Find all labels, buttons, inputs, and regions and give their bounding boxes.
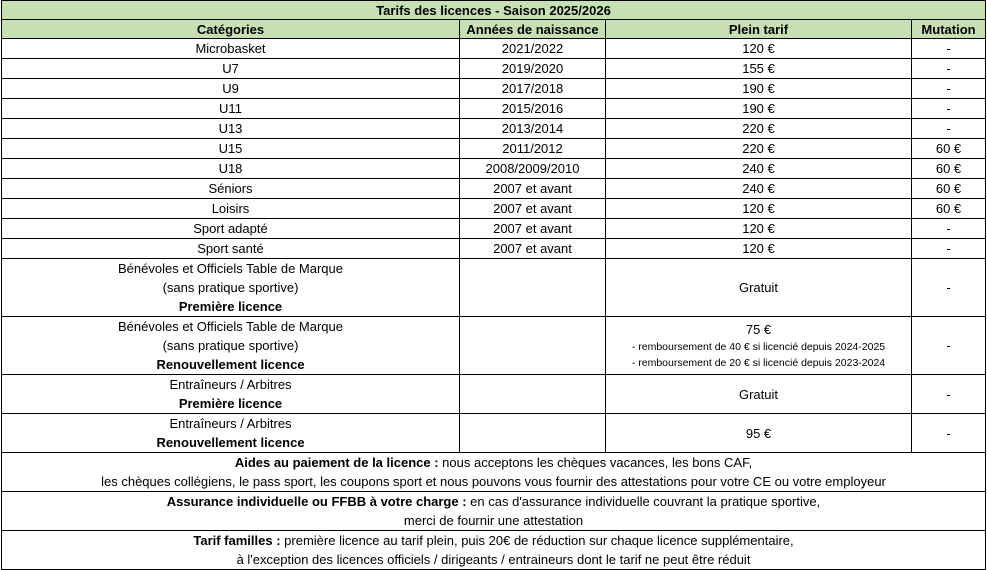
price-cell: 220 € — [606, 119, 912, 139]
table-row — [2, 99, 986, 119]
years-cell — [460, 317, 606, 375]
note-cell — [2, 453, 986, 492]
table-title: Tarifs des licences - Saison 2025/2026 — [2, 1, 986, 20]
price-cell: 120 € — [606, 239, 912, 259]
price-cell: Gratuit — [606, 375, 912, 414]
mutation-cell: - — [912, 119, 986, 139]
category-line: Bénévoles et Officiels Table de Marque — [118, 261, 343, 276]
years-cell: 2008/2009/2010 — [460, 159, 606, 179]
years-cell: 2011/2012 — [460, 139, 606, 159]
category-line: Première licence — [178, 299, 283, 314]
mutation-cell: - — [912, 317, 986, 375]
price-cell: 120 € — [606, 199, 912, 219]
mutation-cell: 60 € — [912, 139, 986, 159]
category-cell — [2, 259, 460, 317]
header-years: Années de naissance — [460, 20, 606, 39]
years-cell: 2021/2022 — [460, 39, 606, 59]
category-line: Renouvellement licence — [156, 357, 305, 372]
note-text: en cas d'assurance individuelle couvrant la pratique sportive, — [466, 494, 821, 509]
table-row — [2, 219, 986, 239]
note-label: Assurance individuelle ou FFBB à votre charge : — [166, 494, 467, 509]
mutation-cell: - — [912, 219, 986, 239]
price-cell — [606, 317, 912, 375]
table-row — [2, 39, 986, 59]
mutation-cell: 60 € — [912, 199, 986, 219]
years-cell: 2019/2020 — [460, 59, 606, 79]
category-cell — [2, 414, 460, 453]
note-cell — [2, 492, 986, 531]
category-cell: Sport santé — [2, 239, 460, 259]
category-cell: U18 — [2, 159, 460, 179]
category-line: Première licence — [178, 396, 283, 411]
category-cell: Séniors — [2, 179, 460, 199]
table-row-benevoles-renew — [2, 317, 986, 375]
category-line: Entraîneurs / Arbitres — [169, 377, 292, 392]
table-row — [2, 179, 986, 199]
price-cell: 120 € — [606, 219, 912, 239]
refund-note: - remboursement de 20 € si licencié depuis 2023-2024 — [631, 357, 886, 369]
table-row — [2, 139, 986, 159]
table-row — [2, 79, 986, 99]
price-cell: 95 € — [606, 414, 912, 453]
years-cell: 2007 et avant — [460, 179, 606, 199]
mutation-cell: - — [912, 79, 986, 99]
note-text: nous acceptons les chèques vacances, les bons CAF, — [438, 455, 753, 470]
note-label: Tarif familles : — [193, 533, 281, 548]
price-cell: 220 € — [606, 139, 912, 159]
table-row-coaches-renew — [2, 414, 986, 453]
note-text: à l'exception des licences officiels / dirigeants / entraineurs dont le tarif ne peut être réduit — [236, 552, 751, 567]
licence-price-table — [1, 0, 986, 570]
category-line: Renouvellement licence — [156, 435, 305, 450]
category-rows — [2, 39, 986, 259]
category-line: Entraîneurs / Arbitres — [169, 416, 292, 431]
note-text: merci de fournir une attestation — [403, 513, 584, 528]
note-text: les chèques collégiens, le pass sport, les coupons sport et nous pouvons vous fournir des attestations pour votre CE ou votre employeur — [101, 474, 886, 489]
note-label: Aides au paiement de la licence : — [234, 455, 439, 470]
note-assurance — [2, 492, 986, 531]
mutation-cell: - — [912, 39, 986, 59]
mutation-cell: - — [912, 414, 986, 453]
note-aides — [2, 453, 986, 492]
category-cell: U15 — [2, 139, 460, 159]
years-cell: 2013/2014 — [460, 119, 606, 139]
category-cell: U9 — [2, 79, 460, 99]
years-cell: 2017/2018 — [460, 79, 606, 99]
category-line: (sans pratique sportive) — [162, 280, 299, 295]
header-mutation: Mutation — [912, 20, 986, 39]
table-row — [2, 119, 986, 139]
mutation-cell: - — [912, 59, 986, 79]
mutation-cell: 60 € — [912, 179, 986, 199]
mutation-cell: 60 € — [912, 159, 986, 179]
price-cell: 120 € — [606, 39, 912, 59]
category-cell: U7 — [2, 59, 460, 79]
price-cell: 240 € — [606, 179, 912, 199]
years-cell: 2007 et avant — [460, 219, 606, 239]
note-familles — [2, 531, 986, 570]
price-cell: 190 € — [606, 99, 912, 119]
note-cell — [2, 531, 986, 570]
mutation-cell: - — [912, 99, 986, 119]
category-line: (sans pratique sportive) — [162, 338, 299, 353]
years-cell — [460, 375, 606, 414]
category-line: Bénévoles et Officiels Table de Marque — [118, 319, 343, 334]
category-cell — [2, 317, 460, 375]
price-cell: 190 € — [606, 79, 912, 99]
table-row-benevoles-first — [2, 259, 986, 317]
table-row — [2, 159, 986, 179]
years-cell — [460, 259, 606, 317]
price-cell: Gratuit — [606, 259, 912, 317]
table-row — [2, 199, 986, 219]
category-cell: Microbasket — [2, 39, 460, 59]
price-cell: 155 € — [606, 59, 912, 79]
table-row — [2, 239, 986, 259]
category-cell — [2, 375, 460, 414]
category-cell: U11 — [2, 99, 460, 119]
mutation-cell: - — [912, 239, 986, 259]
category-cell: U13 — [2, 119, 460, 139]
category-cell: Loisirs — [2, 199, 460, 219]
category-cell: Sport adapté — [2, 219, 460, 239]
years-cell — [460, 414, 606, 453]
price-cell: 240 € — [606, 159, 912, 179]
years-cell: 2007 et avant — [460, 239, 606, 259]
price-value: 75 € — [745, 322, 772, 337]
years-cell: 2007 et avant — [460, 199, 606, 219]
table-row — [2, 59, 986, 79]
table-row-coaches-first — [2, 375, 986, 414]
years-cell: 2015/2016 — [460, 99, 606, 119]
mutation-cell: - — [912, 375, 986, 414]
mutation-cell: - — [912, 259, 986, 317]
refund-note: - remboursement de 40 € si licencié depuis 2024-2025 — [631, 341, 886, 353]
header-price: Plein tarif — [606, 20, 912, 39]
header-categories: Catégories — [2, 20, 460, 39]
note-text: première licence au tarif plein, puis 20€ de réduction sur chaque licence supplémentaire, — [280, 533, 794, 548]
